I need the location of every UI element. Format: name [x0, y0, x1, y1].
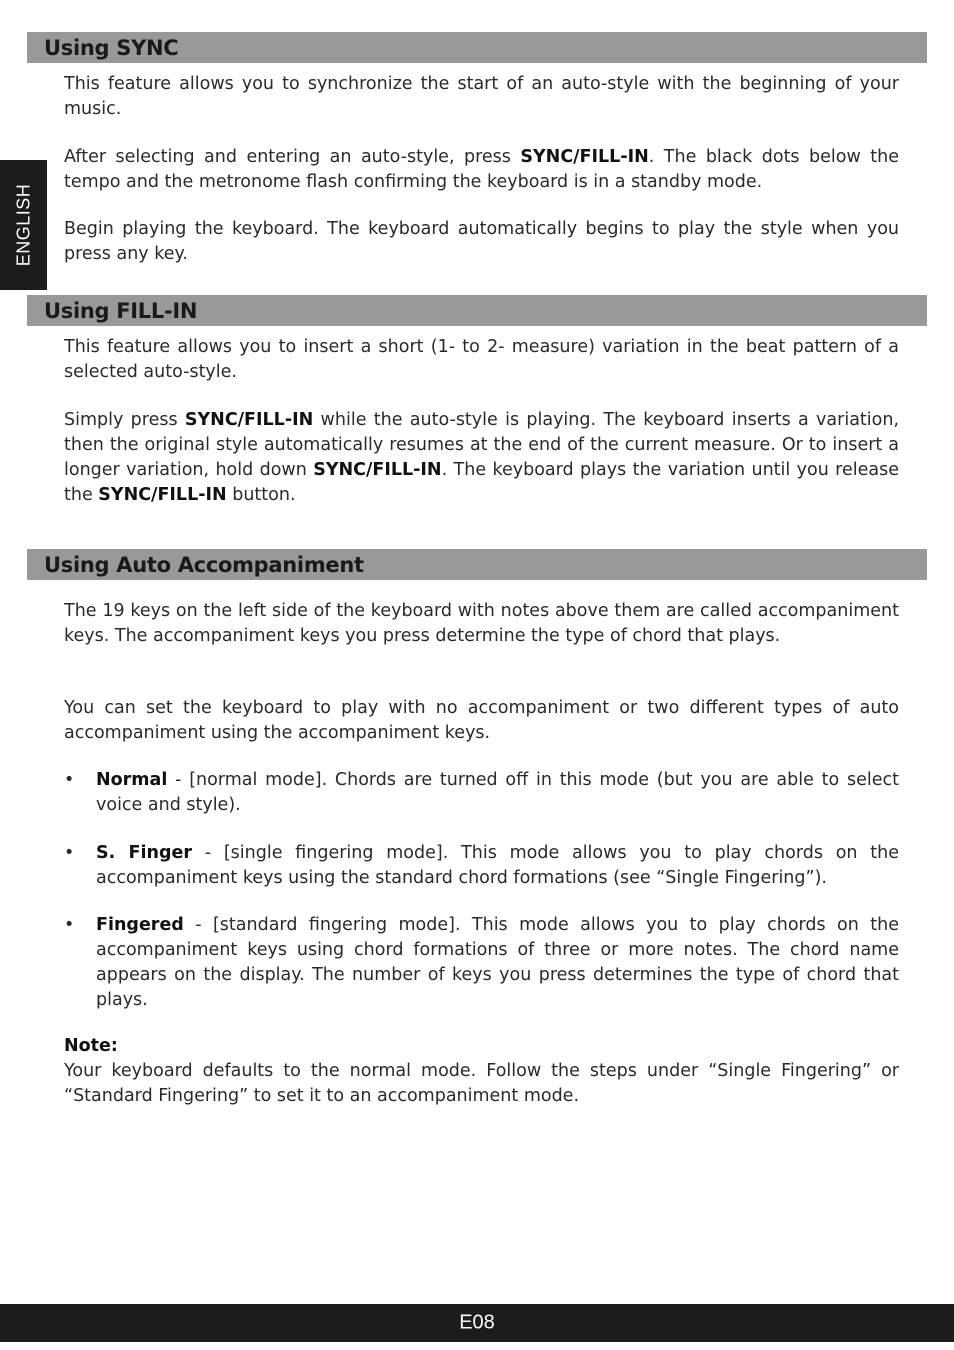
section-header-fill-in — [27, 295, 927, 326]
text-run: . The keyboard plays the variation until you release the — [64, 460, 899, 505]
text-run: - [single fingering mode]. This mode allows you to play chords on the accompaniment keys using the standard chord formations (see “Single Fingering”). — [96, 843, 899, 888]
text-run: After selecting and entering an auto-style, press — [64, 147, 521, 167]
bullet-marker: • — [64, 915, 75, 935]
button-name: SYNC/FILL-IN — [98, 485, 227, 505]
note-label: Note: — [64, 1036, 118, 1056]
text-run: Simply press — [64, 410, 185, 430]
button-name: SYNC/FILL-IN — [313, 460, 442, 480]
page-footer — [0, 1304, 954, 1342]
bullet-normal — [96, 768, 899, 818]
language-tab — [0, 160, 47, 290]
section-title-auto-accompaniment: Using Auto Accompaniment — [44, 552, 364, 577]
text-run: . The black dots below the tempo and the metronome flash confirming the keyboard is in a standby mode. — [64, 147, 899, 192]
section-header-auto-accompaniment — [27, 549, 927, 580]
button-name: SYNC/FILL-IN — [184, 410, 314, 430]
page-number: E08 — [459, 1311, 495, 1334]
bullet-marker: • — [64, 843, 75, 863]
text-run: button. — [226, 485, 296, 505]
sync-paragraph-2 — [64, 145, 899, 195]
language-tab-label: ENGLISH — [13, 183, 33, 267]
section-title-sync: Using SYNC — [44, 35, 179, 60]
fill-in-paragraph-2 — [64, 408, 899, 508]
sync-paragraph-3: Begin playing the keyboard. The keyboard automatically begins to play the style when you press any key. — [64, 219, 899, 264]
button-name: SYNC/FILL-IN — [520, 147, 649, 167]
mode-term: S. Finger — [96, 843, 192, 863]
note-text: Your keyboard defaults to the normal mode. Follow the steps under “Single Fingering” or “Standard Fingering” to set it to an accompaniment mode. — [64, 1061, 899, 1106]
text-run: while the auto-style is playing. The keyboard inserts a variation, then the original style automatically resumes at the end of the current measure. Or to insert a longer variation, hold down — [64, 410, 900, 480]
section-title-fill-in: Using FILL-IN — [44, 298, 198, 323]
bullet-s-finger — [96, 841, 899, 891]
mode-term: Fingered — [96, 915, 184, 935]
section-header-sync — [27, 32, 927, 63]
text-run: - [standard fingering mode]. This mode allows you to play chords on the accompaniment keys using chord formations of three or more notes. The chord name appears on the display. The number of keys you press determines the type of chord that plays. — [96, 915, 899, 1010]
auto-acc-paragraph-1: The 19 keys on the left side of the keyboard with notes above them are called accompaniment keys. The accompaniment keys you press determine the type of chord that plays. — [64, 601, 899, 646]
bullet-marker: • — [64, 770, 75, 790]
auto-acc-paragraph-2: You can set the keyboard to play with no accompaniment or two different types of auto accompaniment using the accompaniment keys. — [64, 698, 899, 743]
bullet-fingered — [96, 913, 899, 1013]
fill-in-paragraph-1: This feature allows you to insert a short (1- to 2- measure) variation in the beat pattern of a selected auto-style. — [64, 337, 899, 382]
mode-term: Normal — [96, 770, 168, 790]
text-run: - [normal mode]. Chords are turned off in this mode (but you are able to select voice and style). — [96, 770, 899, 815]
sync-paragraph-1: This feature allows you to synchronize the start of an auto-style with the beginning of your music. — [64, 74, 899, 119]
